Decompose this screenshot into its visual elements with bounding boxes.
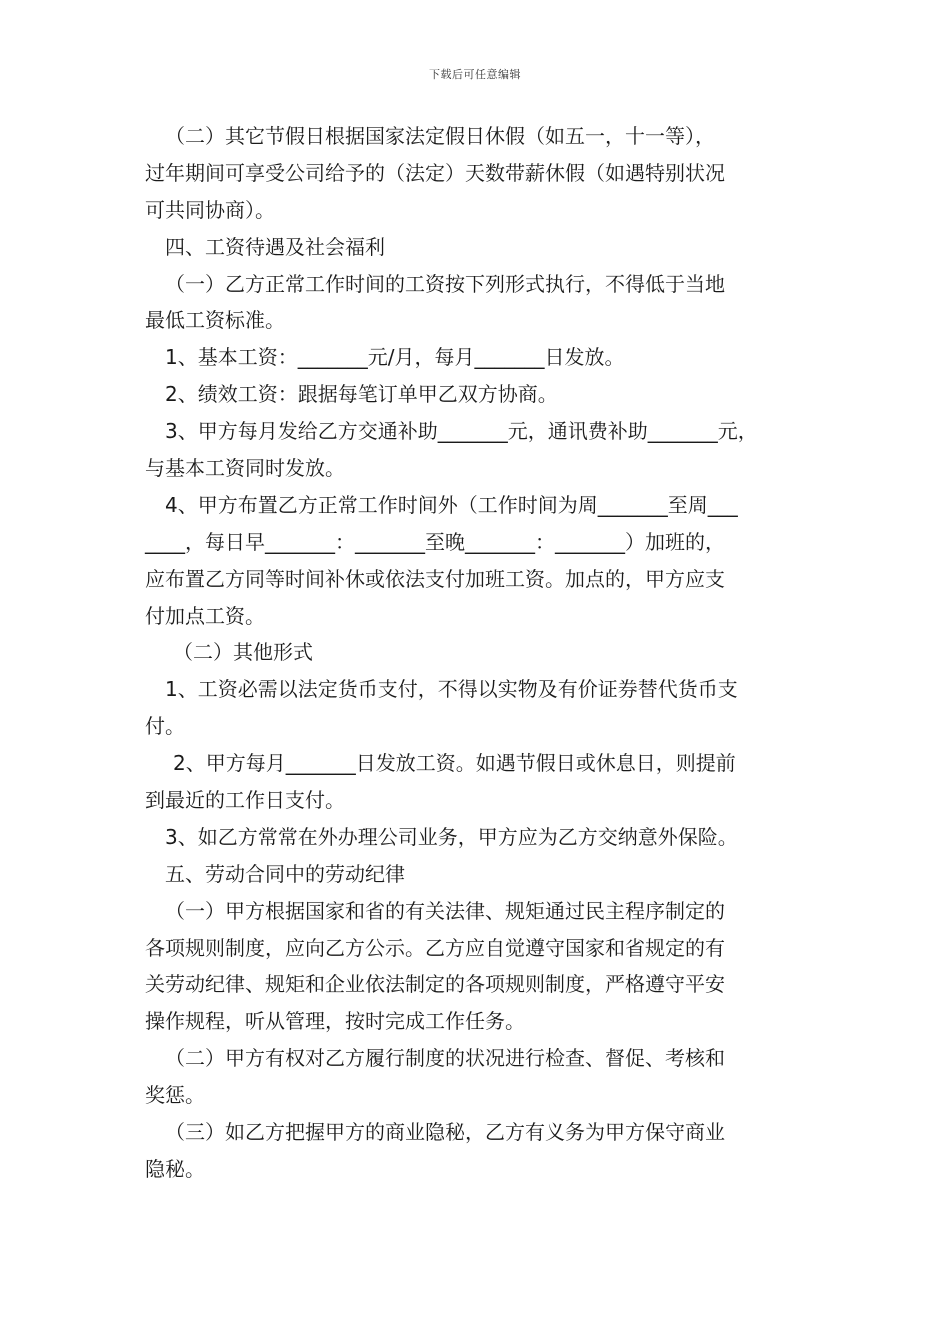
text-line: （三）如乙方把握甲方的商业隐秘，乙方有义务为甲方保守商业	[165, 1120, 725, 1145]
text-line: 3、甲方每月发给乙方交通补助_______元，通讯费补助_______元，	[165, 419, 758, 444]
text-line: 五、劳动合同中的劳动纪律	[165, 861, 405, 886]
text-line: 最低工资标准。	[145, 308, 285, 333]
text-line: （二）其他形式	[173, 640, 313, 665]
text-line: 各项规则制度，应向乙方公示。乙方应自觉遵守国家和省规定的有	[145, 935, 725, 960]
text-line: 隐秘。	[145, 1156, 205, 1181]
document-body	[145, 118, 810, 1188]
text-line: 四、工资待遇及社会福利	[165, 234, 385, 259]
text-line: 2、绩效工资：跟据每笔订单甲乙双方协商。	[165, 382, 558, 407]
text-line: 3、如乙方常常在外办理公司业务，甲方应为乙方交纳意外保险。	[165, 824, 738, 849]
text-line: （二）其它节假日根据国家法定假日休假（如五一，十一等），	[165, 124, 715, 148]
text-line: 与基本工资同时发放。	[145, 456, 345, 481]
text-line: （二）甲方有权对乙方履行制度的状况进行检查、督促、考核和	[165, 1046, 725, 1071]
text-line: （一）乙方正常工作时间的工资按下列形式执行，不得低于当地	[165, 271, 725, 296]
text-line: 操作规程，听从管理，按时完成工作任务。	[145, 1009, 525, 1034]
text-line: 2、甲方每月_______日发放工资。如遇节假日或休息日，则提前	[173, 751, 736, 776]
text-line: 可共同协商）。	[145, 197, 275, 222]
text-line: 4、甲方布置乙方正常工作时间外（工作时间为周_______至周___	[165, 492, 738, 517]
text-line: 付加点工资。	[145, 603, 265, 628]
text-line: 关劳动纪律、规矩和企业依法制定的各项规则制度，严格遵守平安	[145, 972, 725, 997]
text-line: 奖惩。	[145, 1083, 205, 1108]
text-line: 付。	[145, 714, 185, 739]
text-line: 到最近的工作日支付。	[145, 788, 345, 813]
text-line: 1、工资必需以法定货币支付，不得以实物及有价证券替代货币支	[165, 677, 738, 702]
text-line: 过年期间可享受公司给予的（法定）天数带薪休假（如遇特别状况	[145, 160, 725, 185]
page-header: 下载后可任意编辑	[429, 68, 521, 81]
text-line: （一）甲方根据国家和省的有关法律、规矩通过民主程序制定的	[165, 898, 725, 923]
text-line: ____，每日早_______：_______至晚_______：_______）加班的，	[145, 529, 725, 554]
text-line: 应布置乙方同等时间补休或依法支付加班工资。加点的，甲方应支	[145, 566, 725, 591]
text-line: 1、基本工资：_______元/月，每月_______日发放。	[165, 345, 625, 370]
